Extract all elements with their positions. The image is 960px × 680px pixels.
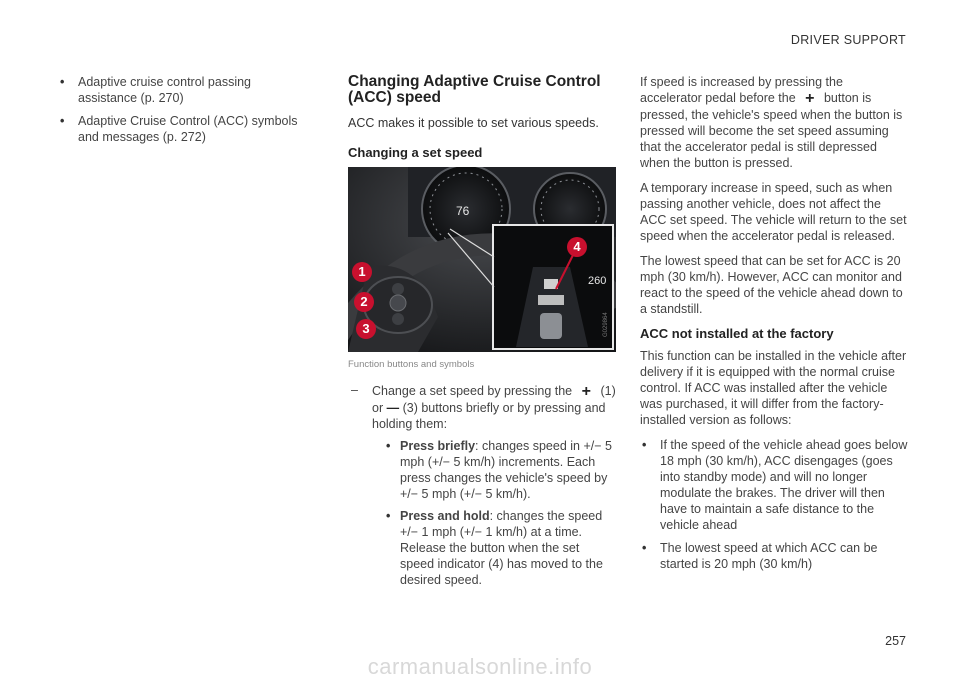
paragraph [640, 74, 908, 171]
list-item: • If the speed of the vehicle ahead goes below 18 mph (30 km/h), ACC disengages (goes into standby mode) and will no longer modulate the brakes. The driver will then have to maintain a safe distance to the vehicle ahead [640, 437, 908, 533]
sub-item [386, 438, 616, 502]
plus-icon: + [805, 90, 815, 107]
dashboard-figure [348, 167, 616, 352]
minus-icon: — [386, 401, 400, 415]
sub-item-label: Press briefly [400, 439, 476, 453]
step-text: (3) buttons briefly or by pressing and holding them: [372, 401, 606, 431]
paragraph: A temporary increase in speed, such as when passing another vehicle, does not affect the ACC set speed. The vehicle will return to the set speed when the accelerator pedal is released. [640, 181, 907, 243]
paragraph-text: button is pressed, the vehicle's speed when the button is pressed will become the set speed assuming that the accelerator pedal is still depressed when the button is pressed. [640, 91, 903, 170]
related-links [58, 74, 313, 152]
section-heading: Changing Adaptive Cruise Control (ACC) speed [348, 73, 601, 106]
subsection-heading: Changing a set speed [348, 145, 483, 160]
related-link-item[interactable]: • Adaptive Cruise Control (ACC) symbols and messages (p. 272) [58, 113, 313, 145]
sub-item-label: Press and hold [400, 509, 490, 523]
sub-item [386, 508, 616, 588]
callout-2: 2 [354, 292, 374, 312]
list-item: • The lowest speed at which ACC can be started is 20 mph (30 km/h) [640, 540, 908, 572]
dashboard-illustration [348, 167, 616, 352]
zoom-speed-label: 260 [588, 275, 607, 287]
callout-3: 3 [356, 319, 376, 339]
callout-1: 1 [352, 262, 372, 282]
middle-column [348, 74, 616, 594]
step-text: (1) or [372, 384, 616, 415]
related-link-item[interactable]: • Adaptive cruise control passing assistance (p. 270) [58, 74, 313, 106]
speed-readout: 76 [456, 204, 470, 218]
step-text: Change a set speed by pressing the [372, 384, 573, 398]
plus-icon: + [581, 383, 591, 400]
subsection-heading: ACC not installed at the factory [640, 326, 834, 341]
callout-4: 4 [567, 237, 587, 257]
sub-item-text: : changes speed in +/− 5 mph (+/− 5 km/h) increments. Each press changes the vehicle's speed by +/− 5 mph (+/− 5 km/h). [400, 439, 612, 501]
paragraph: The lowest speed that can be set for ACC is 20 mph (30 km/h). However, ACC can monitor and react to the speed of the vehicle ahead down to a standstill. [640, 254, 903, 316]
right-column [640, 74, 908, 579]
section-lead: ACC makes it possible to set various speeds. [348, 116, 599, 130]
running-header: DRIVER SUPPORT [790, 33, 906, 47]
paragraph-text: If speed is increased by pressing the accelerator pedal before the [640, 75, 843, 105]
paragraph: This function can be installed in the vehicle after delivery if it is equipped with the normal cruise control. If ACC was installed after the vehicle was purchased, it will differ from the factory-installed version as follows: [640, 349, 907, 427]
figure-caption: Function buttons and symbols [348, 359, 475, 370]
sub-item-text: : changes the speed +/− 1 mph (+/− 1 km/h) at a time. Release the button when the set speed indicator (4) has moved to the desired speed. [400, 509, 603, 587]
instruction-step [348, 383, 616, 588]
page-number: 257 [885, 634, 906, 648]
watermark: carmanualsonline.info [367, 654, 593, 679]
figure-code: G029864 [603, 312, 609, 337]
